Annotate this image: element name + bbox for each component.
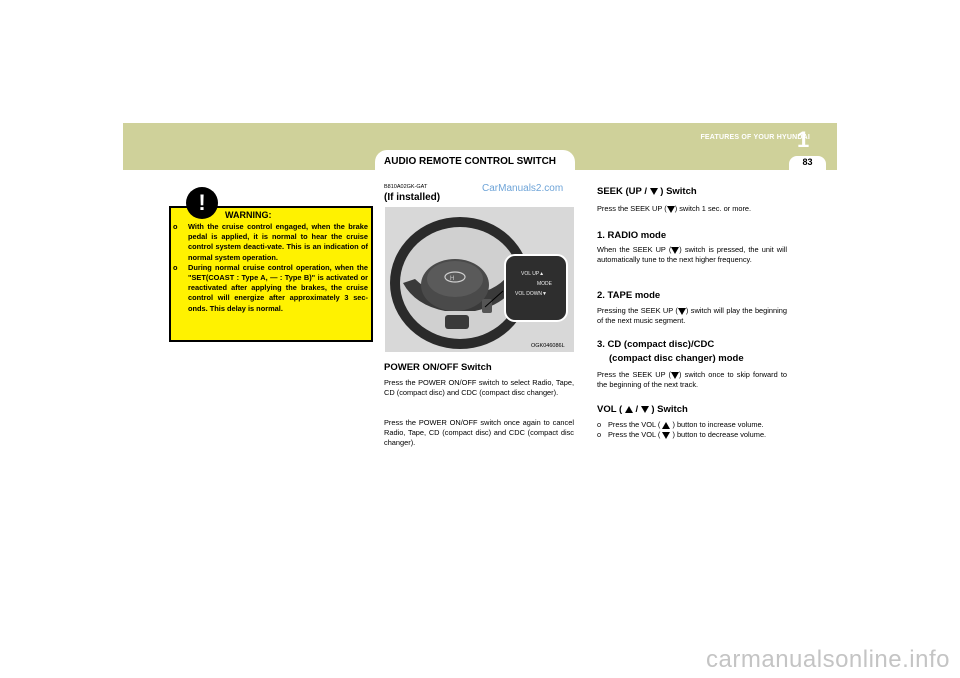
seek-text-b: ) switch 1 sec. or more. bbox=[674, 204, 752, 213]
vol-heading bbox=[597, 403, 688, 416]
seek-text-a: Press the SEEK UP ( bbox=[597, 204, 667, 213]
warning-item bbox=[173, 222, 368, 263]
vol-item-increase bbox=[597, 420, 785, 430]
up-arrow-icon bbox=[662, 422, 670, 429]
vol-dec-b: ) button to decrease volume. bbox=[672, 430, 767, 439]
radio-mode-text bbox=[597, 245, 787, 265]
image-code: OGK046086L bbox=[531, 343, 565, 349]
footer-watermark: carmanualsonline.info bbox=[706, 646, 950, 673]
tape-text-a: Pressing the SEEK UP ( bbox=[597, 306, 678, 315]
down-arrow-icon bbox=[671, 372, 679, 379]
radio-text-b: ) switch is pressed, the unit will automatically tune to the next higher frequency. bbox=[597, 245, 787, 264]
warning-icon: ! bbox=[186, 187, 218, 219]
bullet: o bbox=[173, 262, 178, 272]
watermark-link[interactable]: CarManuals2.com bbox=[482, 183, 564, 194]
warning-title: WARNING: bbox=[225, 210, 272, 220]
power-text-1: Press the POWER ON/OFF switch to select Radio, Tape, CD (compact disc) and CDC (compact disc changer). bbox=[384, 378, 574, 397]
chapter-number: 1 bbox=[797, 127, 810, 152]
tape-mode-text bbox=[597, 306, 787, 326]
warning-item bbox=[173, 263, 368, 314]
vol-item-decrease bbox=[597, 430, 785, 440]
power-text-2: Press the POWER ON/OFF switch once again to cancel Radio, Tape, CD (compact disc) and CDC (compact disc changer). bbox=[384, 418, 574, 447]
mode-label: MODE bbox=[537, 281, 552, 287]
cd-mode-heading: 3. CD (compact disc)/CDC bbox=[597, 339, 715, 350]
svg-text:H: H bbox=[450, 276, 455, 282]
steering-wheel-image bbox=[385, 207, 574, 352]
chapter-label: FEATURES OF YOUR HYUNDAI bbox=[700, 134, 810, 141]
bullet: o bbox=[597, 430, 602, 439]
down-arrow-icon bbox=[650, 188, 658, 195]
bullet: o bbox=[173, 222, 178, 231]
down-arrow-icon bbox=[678, 308, 686, 315]
section-code: B810A02GK-GAT bbox=[384, 184, 428, 190]
down-arrow-icon bbox=[667, 206, 675, 213]
seek-text bbox=[597, 204, 787, 214]
vol-up-label: VOL UP▲ bbox=[521, 271, 545, 277]
installed-label: (If installed) bbox=[384, 192, 441, 203]
vol-heading-b: / bbox=[635, 404, 639, 415]
warning-text: During normal cruise control operation, when the "SET(COAST : Type A, — : Type B)" is activated or reactivated after applying the brakes, the cruise control will energize after approximately 3 sec-onds. This delay is normal. bbox=[188, 262, 368, 313]
cd-text-a: Press the SEEK UP ( bbox=[597, 370, 672, 379]
seek-heading-suffix: ) Switch bbox=[660, 186, 697, 197]
seek-heading-prefix: SEEK (UP / bbox=[597, 186, 647, 197]
cd-mode-text bbox=[597, 370, 787, 390]
power-switch-heading: POWER ON/OFF Switch bbox=[384, 362, 492, 373]
vol-inc-b: ) button to increase volume. bbox=[672, 420, 764, 429]
down-arrow-icon bbox=[662, 432, 670, 439]
bullet: o bbox=[597, 420, 602, 429]
cd-text-b: ) switch once to skip forward to the beginning of the next track. bbox=[597, 370, 787, 389]
cd-mode-heading-2: (compact disc changer) mode bbox=[609, 353, 744, 364]
radio-text-a: When the SEEK UP ( bbox=[597, 245, 672, 254]
section-title: AUDIO REMOTE CONTROL SWITCH bbox=[384, 156, 557, 167]
warning-text: With the cruise control engaged, when the brake pedal is applied, it is normal to hear the cruise control system deacti-vate. This is an indication of normal system operation. bbox=[188, 222, 368, 262]
warning-list bbox=[173, 222, 368, 314]
seek-heading bbox=[597, 186, 697, 197]
vol-heading-c: ) Switch bbox=[651, 404, 688, 415]
page-number: 83 bbox=[802, 157, 813, 167]
up-arrow-icon bbox=[625, 406, 633, 413]
radio-mode-heading: 1. RADIO mode bbox=[597, 230, 667, 241]
vol-heading-a: VOL ( bbox=[597, 404, 623, 415]
vol-inc-a: Press the VOL ( bbox=[608, 420, 661, 429]
vol-dec-a: Press the VOL ( bbox=[608, 430, 661, 439]
vol-list bbox=[597, 420, 785, 440]
vol-down-label: VOL DOWN▼ bbox=[515, 291, 547, 297]
steering-wheel-illustration bbox=[385, 207, 574, 352]
down-arrow-icon bbox=[641, 406, 649, 413]
tape-text-b: ) switch will play the beginning of the next music segment. bbox=[597, 306, 787, 325]
tape-mode-heading: 2. TAPE mode bbox=[597, 290, 661, 301]
